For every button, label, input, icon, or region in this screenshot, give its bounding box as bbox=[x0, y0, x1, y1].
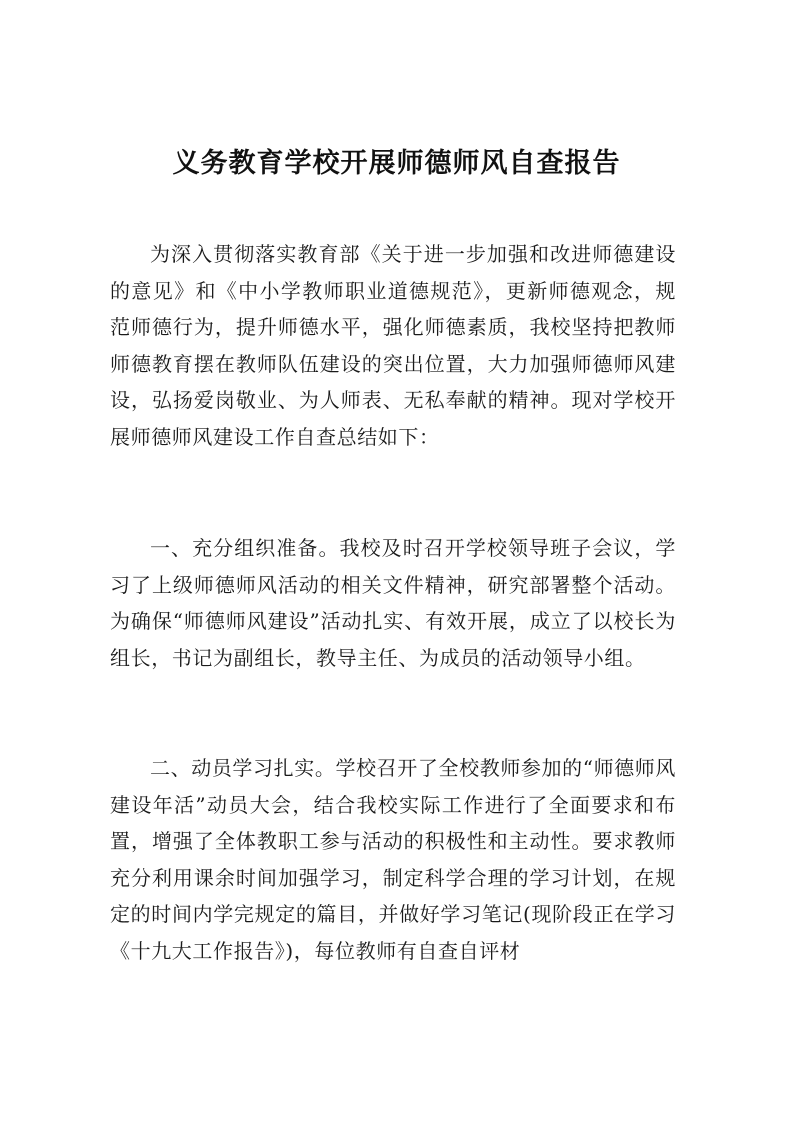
paragraph-mobilization: 二、动员学习扎实。学校召开了全校教师参加的“师德师风建设年活”动员大会，结合我校实际工作进行了全面要求和布置，增强了全体教职工参与活动的积极性和主动性。要求教师充分利用课余时间加强学习，制定科学合理的学习计划，在规定的时间内学完规定的篇目，并做好学习笔记(现阶段正在学习《十九大工作报告》)，每位教师有自查自评材 bbox=[110, 756, 676, 963]
document-title: 义务教育学校开展师德师风自查报告 bbox=[172, 148, 621, 180]
paragraph-intro: 为深入贯彻落实教育部《关于进一步加强和改进师德建设的意见》和《中小学教师职业道德规范》，更新师德观念，规范师德行为，提升师德水平，强化师德素质，我校坚持把教师师德教育摆在教师队伍建设的突出位置，大力加强师德师风建设，弘扬爱岗敬业、为人师表、无私奉献的精神。现对学校开展师德师风建设工作自查总结如下： bbox=[110, 242, 676, 449]
paragraph-organization: 一、充分组织准备。我校及时召开学校领导班子会议，学习了上级师德师风活动的相关文件精神，研究部署整个活动。为确保“师德师风建设”活动扎实、有效开展，成立了以校长为组长，书记为副组长，教导主任、为成员的活动领导小组。 bbox=[110, 536, 676, 670]
